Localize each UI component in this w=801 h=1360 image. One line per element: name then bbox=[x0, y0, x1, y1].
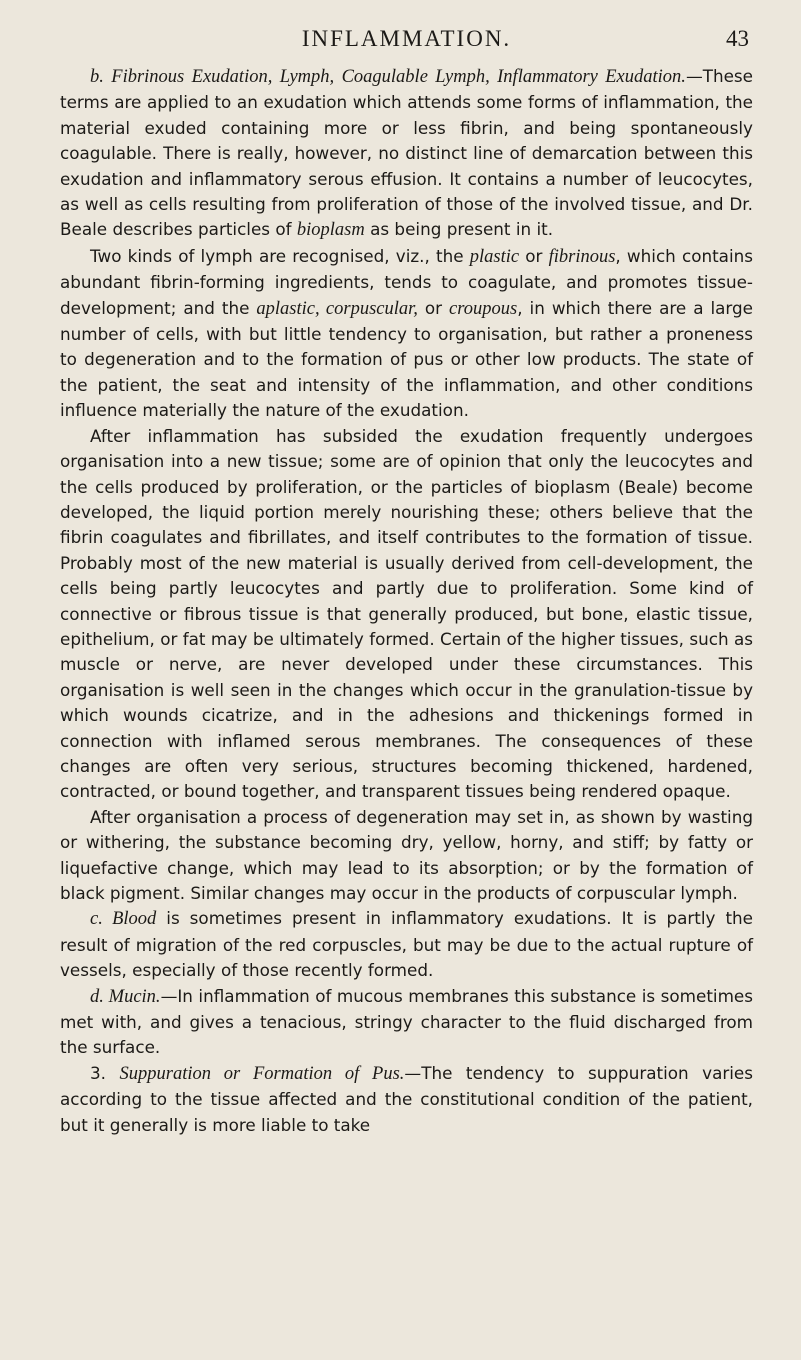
italic-run: fibrinous bbox=[548, 246, 616, 267]
paragraph-mucin bbox=[60, 984, 753, 1061]
text-run: as being present in it. bbox=[364, 219, 554, 240]
text-run: , in which there are a large number of cells, with but little tendency to organisation, but rather a proneness to degeneration and to the formation of pus or other low products. The state of the patient, the seat and intensity of the inflammation, and other conditions influence materially the nature of the exudation. bbox=[60, 297, 753, 421]
paragraph-lymph-kinds bbox=[60, 244, 753, 424]
paragraph-blood bbox=[60, 906, 753, 983]
italic-run: plastic bbox=[469, 246, 520, 267]
text-run: Two kinds of lymph are recognised, viz., the bbox=[90, 245, 470, 266]
italic-run: d. Mucin. bbox=[90, 986, 161, 1007]
paragraph-organisation bbox=[60, 424, 753, 805]
italic-run: c. Blood bbox=[90, 909, 157, 930]
text-run: , which contains abundant fibrin-forming ingredients, tends to coagulate, and promotes tissue-development; and the bbox=[60, 245, 754, 318]
text-run: After organisation a process of degeneration may set in, as shown by wasting or withering, the substance becoming dry, yellow, horny, and stiff; by fatty or liquefactive change, which may lead to its absorption; or by the formation of black pigment. Similar changes may occur in the products of corpuscular lymph. bbox=[60, 806, 753, 903]
text-run: After inflammation has subsided the exudation frequently undergoes organisation into a new tissue; some are of opinion that only the leucocytes and the cells produced by proliferation, or the particles of bioplasm (Beale) become developed, the liquid portion merely nourishing these; others believe that the fibrin coagulates and fibrillates, and itself contributes to the formation of tissue. Probably most of the new material is usually derived from cell-development, the cells being partly leucocytes and partly due to proliferation. Some kind of connective or fibrous tissue is that generally produced, but bone, elastic tissue, epithelium, or fat may be ultimately formed. Certain of the higher tissues, such as muscle or nerve, are never developed under these circumstances. This organisation is well seen in the changes which occur in the granulation-tissue by which wounds cicatrize, and in the adhesions and thickenings formed in connection with inflamed serous membranes. The consequences of these changes are often very serious, structures becoming thickened, hardened, contracted, or bound together, and transparent tissues being rendered opaque. bbox=[60, 425, 753, 802]
italic-run: croupous bbox=[449, 298, 518, 319]
italic-run: b. Fibrinous Exudation, Lymph, Coagulable Lymph, Inflammatory Exudation. bbox=[90, 67, 686, 87]
paragraph-degeneration bbox=[60, 805, 753, 907]
text-run: —The tendency to suppuration varies according to the tissue affected and the constitutional condition of the patient, but it generally is more liable to take bbox=[60, 1062, 753, 1135]
paragraph-fibrinous-exudation bbox=[60, 64, 753, 244]
body-text bbox=[60, 64, 753, 1138]
text-run: or bbox=[519, 245, 549, 266]
italic-run: bioplasm bbox=[296, 220, 365, 241]
text-run: —In inflammation of mucous membranes this substance is sometimes met with, and gives a tenacious, stringy character to the fluid discharged from the surface. bbox=[60, 985, 753, 1058]
text-run: —These terms are applied to an exudation which attends some forms of inflammation, the material exuded containing more or less fibrin, and being spontaneously coagulable. There is really, however, no distinct line of demarcation between this exudation and inflammatory serous effusion. It contains a number of leucocytes, as well as cells resulting from proliferation of those of the involved tissue, and Dr. Beale describes particles of bbox=[60, 66, 753, 240]
paragraph-suppuration bbox=[60, 1061, 753, 1138]
italic-run: aplastic, corpuscular, bbox=[256, 298, 418, 319]
text-run: or bbox=[417, 297, 450, 318]
chapter-title: INFLAMMATION. bbox=[301, 26, 512, 51]
running-head bbox=[60, 22, 753, 58]
italic-run: Suppuration or Formation of Pus. bbox=[119, 1063, 405, 1084]
text-run: 3. bbox=[90, 1062, 120, 1083]
page-number: 43 bbox=[726, 26, 749, 51]
text-run: is sometimes present in inflammatory exudations. It is partly the result of migration of the red corpuscles, but may be due to the actual rupture of vessels, especially of those recently formed. bbox=[60, 908, 754, 981]
